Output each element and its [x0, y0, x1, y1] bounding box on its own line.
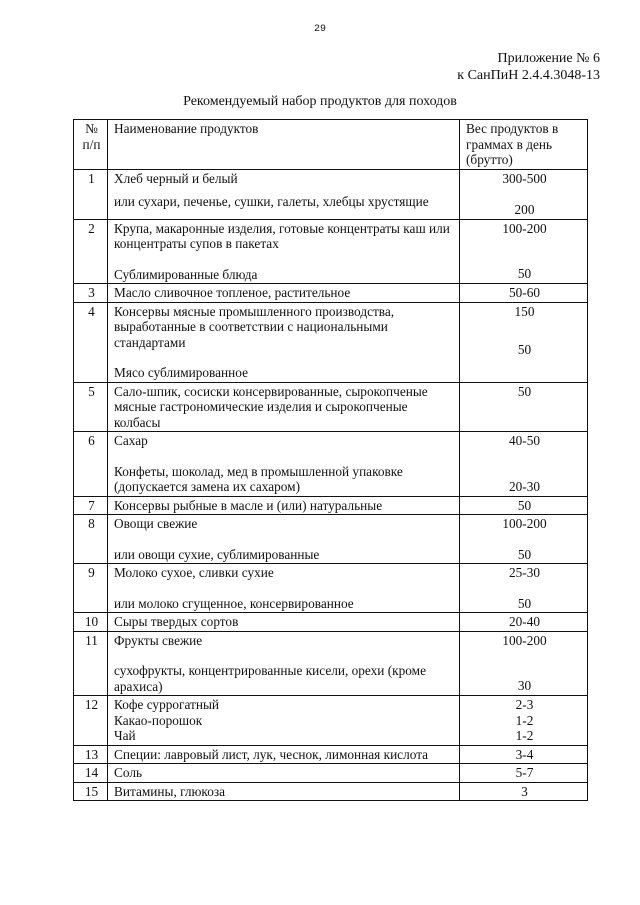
product-weight: 50: [517, 595, 532, 611]
product-weight: 50: [517, 342, 532, 357]
row-number: 1: [74, 169, 108, 219]
product-weight: 100-200: [502, 632, 547, 648]
product-weight-cell: [460, 515, 588, 564]
product-weight-cell: [460, 284, 588, 303]
product-name-cell: [108, 631, 460, 696]
product-name: или сухари, печенье, сушки, галеты, хлебцы хрустящие: [114, 194, 429, 209]
product-name: Овощи свежие: [114, 516, 198, 531]
product-weight: 100-200: [502, 220, 547, 236]
product-weight-cell: [460, 631, 588, 696]
table-row: [74, 745, 588, 764]
table-row: [74, 496, 588, 515]
product-weight: 3: [521, 783, 528, 799]
product-weight-cell: [460, 782, 588, 801]
table-row: [74, 219, 588, 284]
row-number: 14: [74, 764, 108, 783]
table-row: [74, 515, 588, 564]
page-number: 29: [313, 24, 326, 35]
product-name: Масло сливочное топленое, растительное: [114, 285, 351, 300]
product-weight-cell: [460, 432, 588, 497]
row-number: 11: [74, 631, 108, 696]
table-row: [74, 782, 588, 801]
product-weight: 50: [517, 497, 532, 513]
table-row: [74, 631, 588, 696]
row-number: 4: [74, 302, 108, 382]
product-name: или овощи сухие, сублимированные: [114, 546, 320, 562]
product-name: Консервы мясные промышленного производства, выработанные в соответствии с национальными стандартами: [114, 303, 395, 350]
annex-regulation: к СанПиН 2.4.4.3048-13: [457, 68, 600, 83]
product-weight-cell: [460, 564, 588, 613]
annex-number: Приложение № 6: [497, 51, 600, 66]
table-header-row: [74, 120, 588, 170]
table-row: [74, 302, 588, 382]
row-number: 13: [74, 745, 108, 764]
product-name-cell: [108, 564, 460, 613]
product-name: Сахар: [114, 433, 148, 448]
product-name-cell: [108, 302, 460, 382]
product-name: Фрукты свежие: [114, 632, 203, 648]
header-number: № п/п: [74, 120, 108, 170]
product-name: Сало-шпик, сосиски консервированные, сырокопченые мясные гастрономические изделия и сырокопченые колбасы: [114, 383, 428, 430]
product-name: Мясо сублимированное: [114, 365, 248, 380]
product-name-cell: [108, 169, 460, 219]
product-weight: 100-200: [502, 516, 547, 531]
annex-reference: [457, 50, 600, 84]
table-row: [74, 564, 588, 613]
product-weight: 200: [514, 202, 535, 217]
product-name-cell: [108, 696, 460, 746]
products-table: [73, 119, 588, 801]
row-number: 15: [74, 782, 108, 801]
product-name-cell: [108, 432, 460, 497]
table-row: [74, 613, 588, 632]
row-number: 7: [74, 496, 108, 515]
product-weight: 40-50: [508, 433, 541, 448]
row-number: 5: [74, 382, 108, 432]
product-name-cell: [108, 284, 460, 303]
product-name-cell: [108, 613, 460, 632]
header-product-name: Наименование продуктов: [108, 120, 460, 170]
product-name: Какао-порошок: [114, 712, 203, 728]
product-weight: 20-40: [508, 614, 541, 629]
table-row: [74, 764, 588, 783]
product-weight-cell: [460, 696, 588, 746]
row-number: 2: [74, 219, 108, 284]
table-row: [74, 696, 588, 746]
product-name-cell: [108, 745, 460, 764]
product-weight: 2-3: [515, 697, 534, 712]
product-name-cell: [108, 382, 460, 432]
product-weight: 5-7: [515, 765, 534, 780]
product-name: Сублимированные блюда: [114, 266, 258, 282]
table-row: [74, 169, 588, 219]
product-weight: 150: [514, 303, 535, 319]
product-weight: 50-60: [508, 285, 541, 300]
product-weight: 3-4: [515, 746, 534, 762]
header-weight: Вес продуктов в граммах в день (брутто): [460, 120, 588, 170]
product-name: сухофрукты, концентрированные кисели, орехи (кроме арахиса): [114, 663, 426, 694]
row-number: 6: [74, 432, 108, 497]
product-weight: 50: [517, 266, 532, 281]
product-name: Специи: лавровый лист, лук, чеснок, лимонная кислота: [114, 746, 429, 762]
row-number: 12: [74, 696, 108, 746]
product-weight: 1-2: [515, 728, 534, 743]
product-name-cell: [108, 782, 460, 801]
product-weight-cell: [460, 745, 588, 764]
table-row: [74, 432, 588, 497]
product-name: Сыры твердых сортов: [114, 614, 239, 629]
product-weight-cell: [460, 764, 588, 783]
product-weight-cell: [460, 496, 588, 515]
product-name-cell: [108, 219, 460, 284]
product-weight: 25-30: [508, 565, 541, 580]
row-number: 8: [74, 515, 108, 564]
product-name: или молоко сгущенное, консервированное: [114, 595, 354, 611]
document-title: Рекомендуемый набор продуктов для походов: [183, 94, 457, 109]
product-weight: 300-500: [502, 170, 547, 186]
table-row: [74, 284, 588, 303]
product-weight: 50: [517, 383, 532, 399]
product-weight-cell: [460, 613, 588, 632]
product-name: Хлеб черный и белый: [114, 170, 238, 186]
product-name: Консервы рыбные в масле и (или) натуральные: [114, 497, 383, 513]
product-weight: 20-30: [508, 478, 541, 494]
product-name: Соль: [114, 765, 143, 780]
product-name-cell: [108, 764, 460, 783]
product-name: Кофе суррогатный: [114, 697, 220, 712]
row-number: 9: [74, 564, 108, 613]
product-name: Витамины, глюкоза: [114, 783, 226, 799]
product-name: Крупа, макаронные изделия, готовые концентраты каш или концентраты супов в пакетах: [114, 220, 450, 251]
table-row: [74, 382, 588, 432]
product-weight: 1-2: [515, 712, 534, 728]
product-weight-cell: [460, 219, 588, 284]
row-number: 3: [74, 284, 108, 303]
row-number: 10: [74, 613, 108, 632]
product-weight-cell: [460, 382, 588, 432]
product-name: Молоко сухое, сливки сухие: [114, 565, 274, 580]
product-weight: 30: [517, 678, 532, 693]
product-weight-cell: [460, 169, 588, 219]
product-name: Чай: [114, 728, 136, 743]
product-name: Конфеты, шоколад, мед в промышленной упаковке (допускается замена их сахаром): [114, 463, 403, 494]
product-name-cell: [108, 515, 460, 564]
product-weight-cell: [460, 302, 588, 382]
product-name-cell: [108, 496, 460, 515]
product-weight: 50: [517, 546, 532, 562]
